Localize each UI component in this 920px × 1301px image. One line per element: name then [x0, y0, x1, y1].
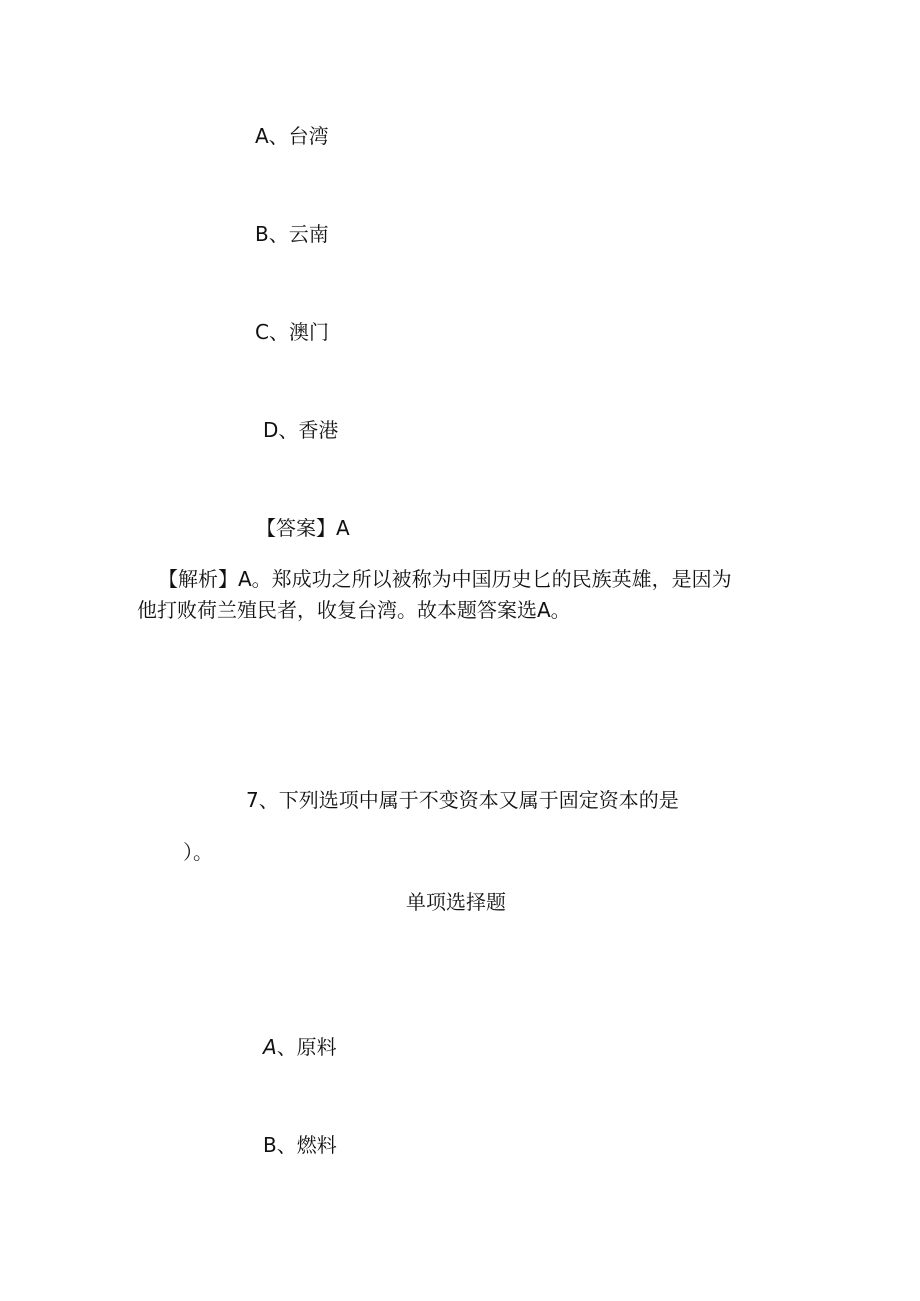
q7-option-a-text: 、原料: [276, 1035, 337, 1059]
q6-option-c: C、澳门: [255, 320, 329, 344]
q7-option-b: B、燃料: [263, 1133, 337, 1157]
q6-option-a: A、台湾: [255, 124, 329, 148]
q7-option-a: [263, 1033, 337, 1061]
q6-option-d: D、香港: [263, 418, 339, 442]
q7-type-label: 单项选择题: [406, 890, 506, 914]
q6-answer: 【答案】A: [256, 516, 350, 540]
q7-stem-line-1: 7、下列选项中属于不变资本又属于固定资本的是: [246, 788, 679, 812]
q7-stem-line-2: ）。: [183, 840, 213, 864]
q7-option-a-letter: A: [263, 1035, 277, 1059]
q6-analysis-line-2: 他打败荷兰殖民者，收复台湾。故本题答案选A。: [137, 598, 571, 622]
q6-analysis-line-1: 【解析】A。郑成功之所以被称为中国历史匕的民族英雄，是因为: [158, 567, 732, 591]
q6-option-b: B、云南: [255, 222, 329, 246]
